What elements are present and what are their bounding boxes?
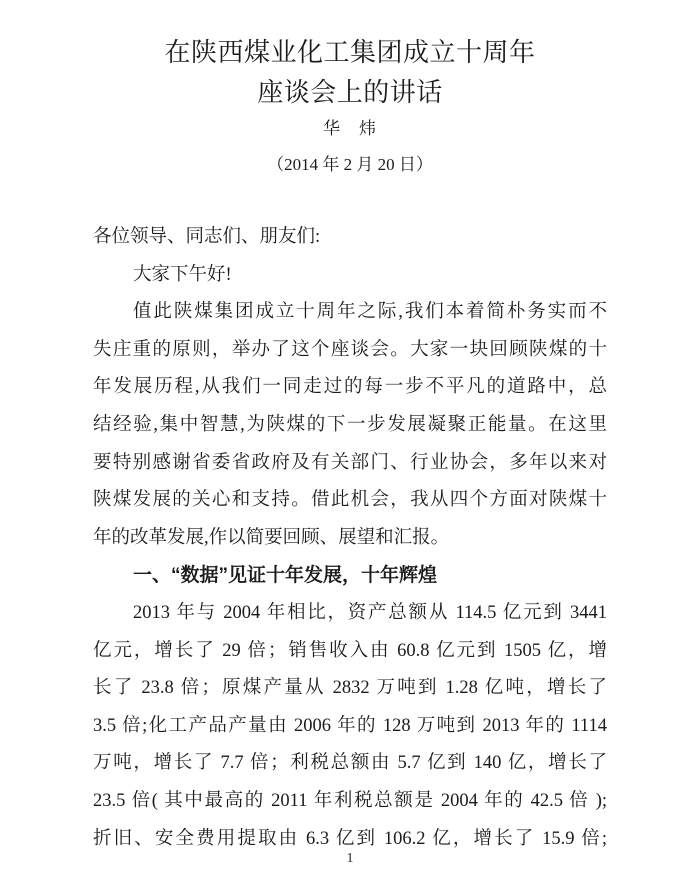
body-line: 失庄重的原则，举办了这个座谈会。大家一块回顾陕煤的十 — [93, 339, 607, 360]
body-line: 3.5 倍;化工产品产量由 2006 年的 128 万吨到 2013 年的 1114 — [93, 715, 607, 736]
document-body — [93, 219, 607, 858]
doc-date: （2014 年 2 月 20 日） — [267, 155, 433, 174]
doc-title-line-1: 在陕西煤业化工集团成立十周年 — [164, 38, 536, 67]
section-heading: 一、“数据”见证十年发展，十年辉煌 — [133, 565, 438, 587]
document-header — [0, 0, 700, 177]
body-line: 2013 年与 2004 年相比，资产总额从 114.5 亿元到 3441 — [133, 602, 607, 623]
body-line: 亿元，增长了 29 倍；销售收入由 60.8 亿元到 1505 亿，增 — [93, 640, 607, 661]
body-line: 值此陕煤集团成立十周年之际,我们本着简朴务实而不 — [133, 302, 607, 323]
body-line: 陕煤发展的关心和支持。借此机会，我从四个方面对陕煤十 — [93, 490, 607, 511]
body-line: 折旧、安全费用提取由 6.3 亿到 106.2 亿，增长了 15.9 倍; — [93, 828, 607, 849]
body-line: 年发展历程,从我们一同走过的每一步不平凡的道路中，总 — [93, 377, 607, 398]
body-line: 年的改革发展,作以简要回顾、展望和汇报。 — [93, 527, 450, 548]
body-line: 23.5 倍( 其中最高的 2011 年利税总额是 2004 年的 42.5 倍 ); — [93, 790, 607, 811]
body-line: 万吨，增长了 7.7 倍；利税总额由 5.7 亿到 140 亿，增长了 — [93, 753, 607, 774]
body-line: 要特别感谢省委省政府及有关部门、行业协会，多年以来对 — [93, 452, 607, 473]
page-number: 1 — [346, 851, 354, 866]
author-name: 华 炜 — [323, 119, 377, 138]
salutation-line: 各位领导、同志们、朋友们: — [93, 227, 321, 247]
body-line: 长了 23.8 倍；原煤产量从 2832 万吨到 1.28 亿吨，增长了 — [93, 678, 607, 699]
doc-title-line-2: 座谈会上的讲话 — [257, 78, 443, 107]
greeting-line: 大家下午好! — [133, 264, 232, 285]
body-line: 结经验,集中智慧,为陕煤的下一步发展凝聚正能量。在这里 — [93, 414, 607, 435]
